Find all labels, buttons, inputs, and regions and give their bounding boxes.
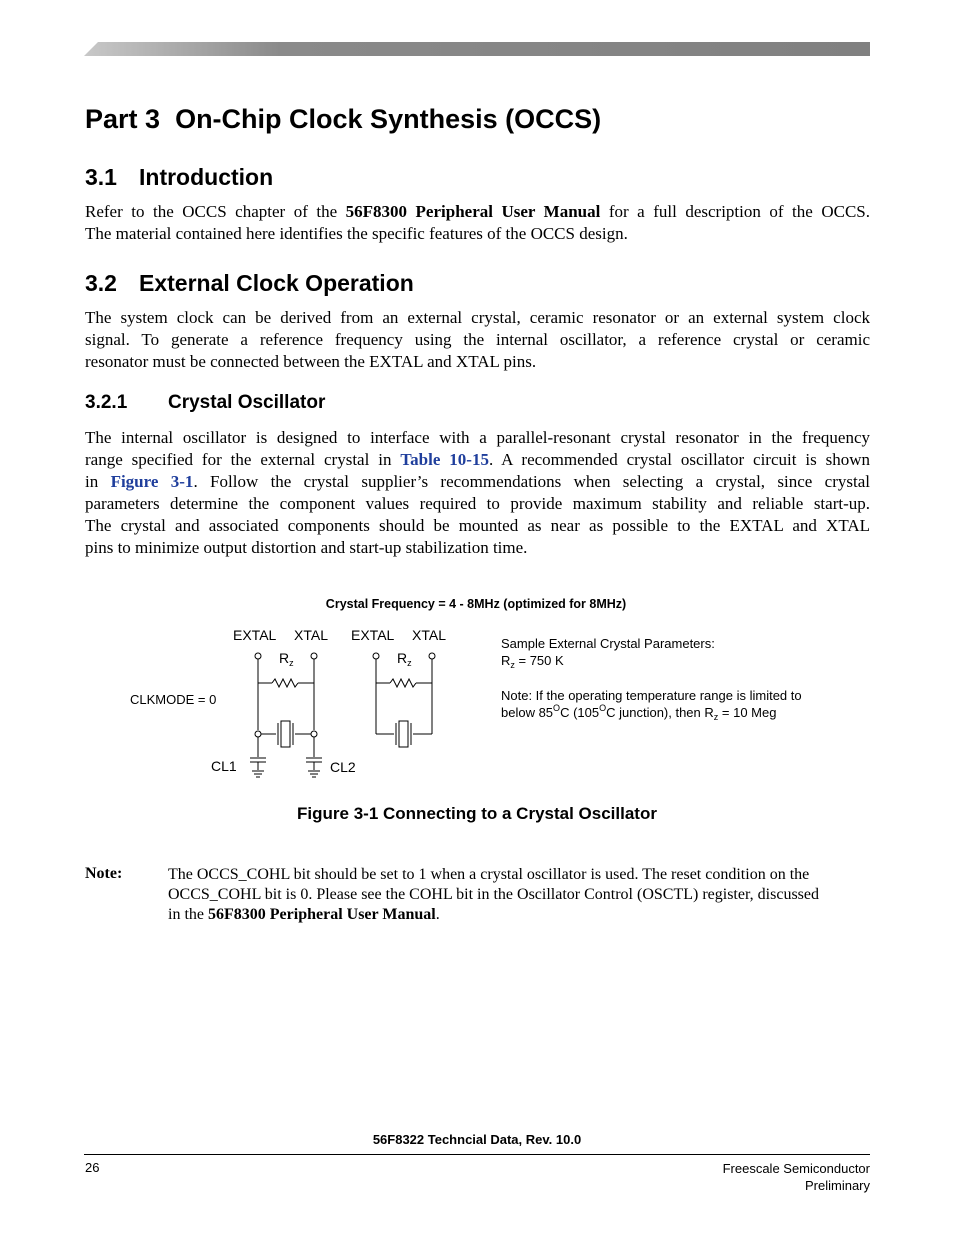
crystal-oscillator-figure	[0, 590, 954, 800]
circuit-alternate	[351, 627, 446, 747]
external-clock-paragraph: The system clock can be derived from an external crystal, ceramic resonator or an external system clock signal. To generate a reference frequency using the internal oscillator, a reference crystal or ceramic resonator must be connected between the EXTAL and XTAL pins.	[85, 308, 870, 371]
note-body: The OCCS_COHL bit should be set to 1 when a crystal oscillator is used. The reset condition on the OCCS_COHL bit is 0. Please see the COHL bit in the Oscillator Control (OSCTL) register, discussed in the 56F8300 Peripheral User Manual.	[168, 866, 819, 923]
part-title	[85, 104, 601, 135]
intro-paragraph: Refer to the OCCS chapter of the 56F8300 Peripheral User Manual for a full description of the OCCS. The material contained here identifies the specific features of the OCCS design.	[85, 202, 870, 243]
note-label: Note:	[85, 865, 123, 882]
page-number: 26	[85, 1160, 100, 1175]
clkmode-label: CLKMODE = 0	[130, 692, 217, 707]
section-3-2-1-heading: 3.2.1 Crystal Oscillator	[85, 392, 326, 413]
table-10-15-link[interactable]: Table 10-15	[400, 450, 489, 469]
crystal-parameters	[501, 636, 802, 722]
extal-label-2: EXTAL	[351, 627, 395, 643]
svg-text:Rz = 750 K: $R_z = 750$ K	[501, 653, 564, 670]
footer-document-title: 56F8322 Techncial Data, Rev. 10.0	[372, 1132, 582, 1147]
svg-text:Note: If the operating tempera: Note: If the operating temperature range is limited to	[501, 688, 802, 703]
section-3-1-heading: 3.1 Introduction	[85, 164, 274, 190]
part-number: Part 3	[85, 104, 161, 134]
figure-caption: Figure 3-1 Connecting to a Crystal Oscillator	[297, 804, 657, 823]
circuit-clkmode-0	[130, 627, 356, 777]
crystal-oscillator-paragraph: The internal oscillator is designed to interface with a parallel-resonant crystal resonator in the frequency range specified for the external crystal in Table 10-15. A recommended crystal oscillator circuit is shown in Figure 3-1. Follow the crystal supplier’s recommendations when selecting a crystal, since crystal parameters determine the component values required to provide maximum stability and reliable start-up. The crystal and associated components should be mounted as near as possible to the EXTAL and XTAL pins to minimize output distortion and start-up stabilization time.	[85, 428, 871, 557]
extal-label-1: EXTAL	[233, 627, 277, 643]
svg-text:Sample External Crystal Parame: Sample External Crystal Parameters:	[501, 636, 715, 651]
section-3-2-heading: 3.2 External Clock Operation	[85, 270, 414, 296]
xtal-label-1: XTAL	[294, 627, 328, 643]
cl1-label: CL1	[211, 758, 237, 774]
part-title-text: On-Chip Clock Synthesis (OCCS)	[175, 104, 602, 134]
footer-company: Freescale Semiconductor Preliminary	[722, 1161, 870, 1193]
rz-label-2: $R_z$	[397, 650, 412, 668]
cl2-label: CL2	[330, 759, 356, 775]
rz-label-1: $R_z$	[279, 650, 294, 668]
figure-3-1-link[interactable]: Figure 3-1	[110, 472, 194, 491]
header-banner	[84, 42, 870, 56]
svg-text:below 85OC (105OC junction), t: below $85^OC$ ($105^OC$ junction), then $R_z = 10$ Meg	[501, 703, 777, 722]
footer-rule	[84, 1154, 870, 1155]
figure-heading: Crystal Frequency = 4 - 8MHz (optimized for 8MHz)	[325, 597, 627, 611]
xtal-label-2: XTAL	[412, 627, 446, 643]
